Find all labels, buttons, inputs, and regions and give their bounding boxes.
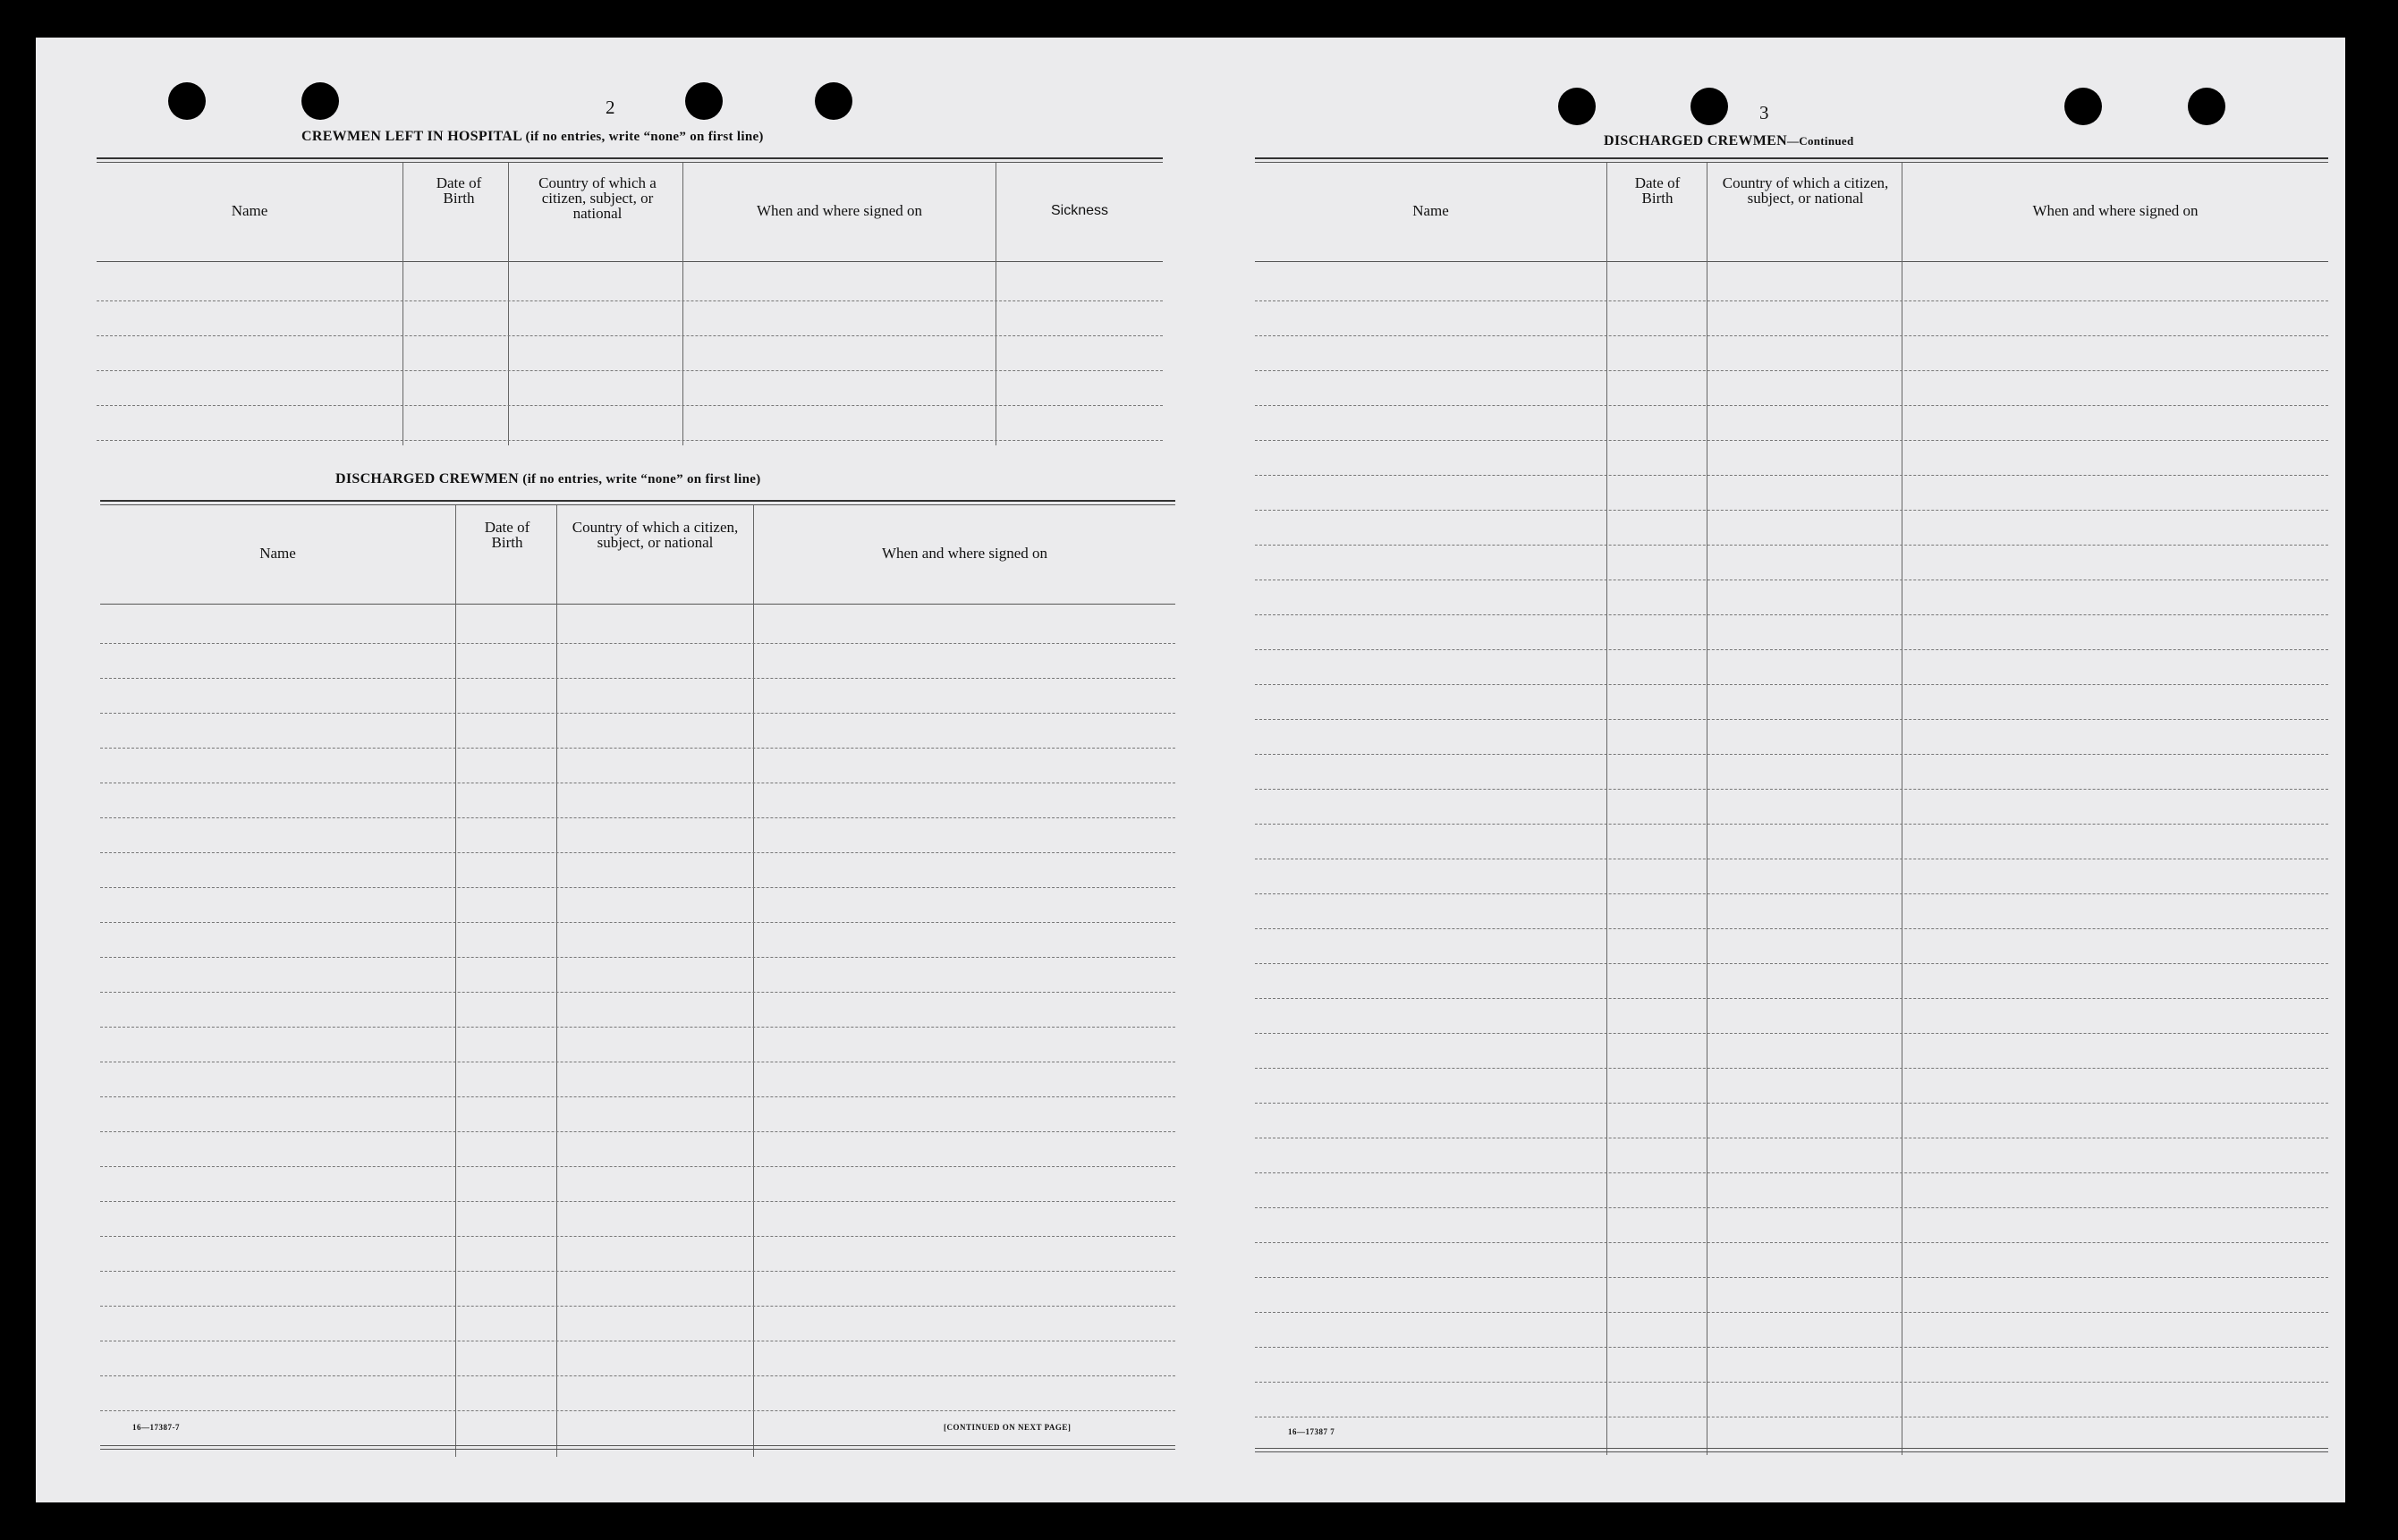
- table-row[interactable]: [1255, 1103, 2328, 1104]
- discharged-col-country: Country of which a citizen, subject, or national: [572, 519, 739, 551]
- table-row[interactable]: [1255, 649, 2328, 650]
- hospital-col-sickness: Sickness: [1050, 203, 1109, 218]
- table-row[interactable]: [1255, 684, 2328, 685]
- discharged-title-text: DISCHARGED CREWMEN: [335, 471, 519, 487]
- table-row[interactable]: [100, 1236, 1175, 1237]
- table-row[interactable]: [100, 1271, 1175, 1272]
- table-row[interactable]: [97, 405, 1163, 406]
- table-row[interactable]: [100, 1027, 1175, 1028]
- table-row[interactable]: [1255, 1172, 2328, 1173]
- page-number: 2: [606, 97, 615, 118]
- discharged-continued-title: [1604, 133, 1854, 149]
- discharged-table: [100, 500, 1175, 1464]
- table-row[interactable]: [100, 678, 1175, 679]
- table-row[interactable]: [100, 957, 1175, 958]
- table-row[interactable]: [1255, 928, 2328, 929]
- table-row[interactable]: [1255, 754, 2328, 755]
- table-row[interactable]: [100, 1201, 1175, 1202]
- form-sheet: [36, 38, 2345, 1502]
- table-row[interactable]: [100, 1410, 1175, 1411]
- table-row[interactable]: [100, 922, 1175, 923]
- continued-label: —Continued: [1786, 134, 1854, 148]
- table-row[interactable]: [1255, 1033, 2328, 1034]
- table-row[interactable]: [100, 1166, 1175, 1167]
- table-row[interactable]: [97, 370, 1163, 371]
- table-row[interactable]: [100, 1096, 1175, 1097]
- hospital-col-country: Country of which a citizen, subject, or national: [538, 174, 657, 222]
- table-row[interactable]: [100, 852, 1175, 853]
- table-row[interactable]: [100, 713, 1175, 714]
- table-row[interactable]: [97, 300, 1163, 301]
- continued-col-country: Country of which a citizen, subject, or national: [1722, 174, 1889, 207]
- punch-hole-icon: [685, 82, 723, 120]
- form-number: 16—17387 7: [1288, 1427, 1335, 1436]
- table-row[interactable]: [100, 887, 1175, 888]
- table-row[interactable]: [1255, 998, 2328, 999]
- table-row[interactable]: [1255, 614, 2328, 615]
- table-row[interactable]: [1255, 1068, 2328, 1069]
- table-row[interactable]: [1255, 370, 2328, 371]
- table-row[interactable]: [1255, 1382, 2328, 1383]
- punch-hole-icon: [1558, 88, 1596, 125]
- continued-col-name: Name: [1412, 202, 1449, 219]
- punch-hole-icon: [168, 82, 206, 120]
- discharged-continued-text: DISCHARGED CREWMEN: [1604, 133, 1787, 148]
- punch-hole-icon: [2188, 88, 2225, 125]
- table-row[interactable]: [100, 817, 1175, 818]
- continued-note: [CONTINUED ON NEXT PAGE]: [944, 1423, 1072, 1432]
- table-row[interactable]: [1255, 440, 2328, 441]
- table-row[interactable]: [1255, 1277, 2328, 1278]
- table-row[interactable]: [1255, 1207, 2328, 1208]
- table-row[interactable]: [1255, 1312, 2328, 1313]
- hospital-title-note: (if no entries, write “none” on first line): [525, 130, 764, 144]
- table-row[interactable]: [1255, 1347, 2328, 1348]
- table-row[interactable]: [100, 1306, 1175, 1307]
- punch-hole-icon: [2064, 88, 2102, 125]
- hospital-col-date-of-birth: Date of Birth: [436, 174, 482, 207]
- discharged-title-note: (if no entries, write “none” on first line): [522, 472, 761, 487]
- table-row[interactable]: [97, 335, 1163, 336]
- discharged-col-name: Name: [259, 545, 296, 562]
- table-row[interactable]: [100, 1375, 1175, 1376]
- table-row[interactable]: [100, 643, 1175, 644]
- hospital-title-text: CREWMEN LEFT IN HOSPITAL: [301, 129, 522, 144]
- continued-col-date-of-birth: Date of Birth: [1634, 174, 1681, 207]
- table-row[interactable]: [1255, 510, 2328, 511]
- continued-col-signed-on: When and where signed on: [2032, 202, 2199, 219]
- form-number: 16—17387-7: [132, 1423, 180, 1432]
- page-number: 3: [1759, 102, 1769, 123]
- table-row[interactable]: [1255, 405, 2328, 406]
- table-row[interactable]: [1255, 335, 2328, 336]
- hospital-table: [97, 157, 1163, 481]
- table-row[interactable]: [97, 440, 1163, 441]
- discharged-continued-table: [1255, 157, 2328, 1463]
- discharged-col-signed-on: When and where signed on: [881, 545, 1048, 562]
- hospital-section-title: [301, 129, 764, 145]
- punch-hole-icon: [1690, 88, 1728, 125]
- table-row[interactable]: [1255, 963, 2328, 964]
- table-row[interactable]: [100, 992, 1175, 993]
- table-row[interactable]: [100, 748, 1175, 749]
- table-row[interactable]: [1255, 545, 2328, 546]
- discharged-col-date-of-birth: Date of Birth: [484, 519, 530, 551]
- table-row[interactable]: [1255, 719, 2328, 720]
- table-row[interactable]: [1255, 893, 2328, 894]
- table-row[interactable]: [1255, 824, 2328, 825]
- table-row[interactable]: [1255, 789, 2328, 790]
- table-row[interactable]: [1255, 1242, 2328, 1243]
- hospital-col-name: Name: [231, 202, 268, 219]
- hospital-col-signed-on: When and where signed on: [756, 202, 923, 219]
- table-row[interactable]: [100, 1131, 1175, 1132]
- discharged-section-title: [335, 471, 761, 487]
- table-row[interactable]: [1255, 300, 2328, 301]
- table-row[interactable]: [1255, 475, 2328, 476]
- punch-hole-icon: [301, 82, 339, 120]
- punch-hole-icon: [815, 82, 852, 120]
